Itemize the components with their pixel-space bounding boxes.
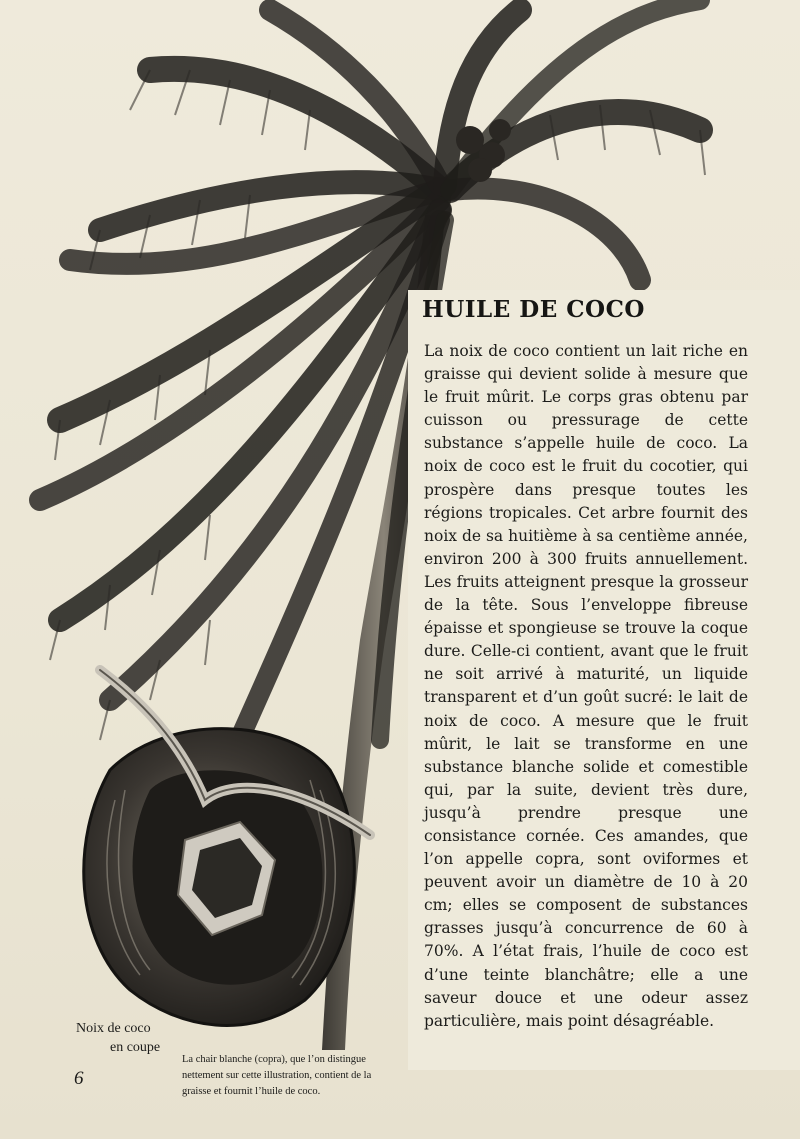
page-number: 6: [74, 1068, 84, 1089]
image-caption-title: [76, 1019, 160, 1057]
coconut-cross-section-image: [84, 670, 370, 1025]
image-caption-body: La chair blanche (copra), que l’on distingue nettement sur cette illustration, contient de la graisse et fournit l’huile de coco.: [182, 1054, 372, 1097]
caption-title-line1: Noix de coco: [76, 1021, 151, 1036]
article-body: [424, 340, 748, 1033]
article-title: HUILE DE COCO: [422, 296, 645, 323]
article-paragraph: La noix de coco contient un lait riche en graisse qui devient solide à mesure que le fruit mûrit. Le corps gras obtenu par cuisson ou pressurage de cette substance s’appelle huile de coco. La noix de coco est le fruit du cocotier, qui prospère dans presque toutes les régions tropicales. Cet arbre fournit des noix de sa huitième à sa centième année, environ 200 à 300 fruits annuellement. Les fruits atteignent presque la grosseur de la tête. Sous l’enveloppe fibreuse épaisse et spongieuse se trouve la coque dure. Celle-ci contient, avant que le fruit ne soit arrivé à maturité, un liquide transparent et d’un goût sucré: le lait de noix de coco. A mesure que le fruit mûrit, le lait se transforme en une substance blanche solide et comestible qui, par la suite, devient très dure, jusqu’à prendre presque une consistance cornée. Ces amandes, que l’on appelle copra, sont oviformes et peuvent avoir un diamètre de 10 à 20 cm; elles se composent de substances grasses jusqu’à concurrence de 60 à 70%. A l’état frais, l’huile de coco est d’une teinte blanchâtre; elle a une saveur douce et une odeur assez particulière, mais point désagréable.: [424, 342, 748, 1030]
caption-title-line2: en coupe: [110, 1040, 161, 1055]
